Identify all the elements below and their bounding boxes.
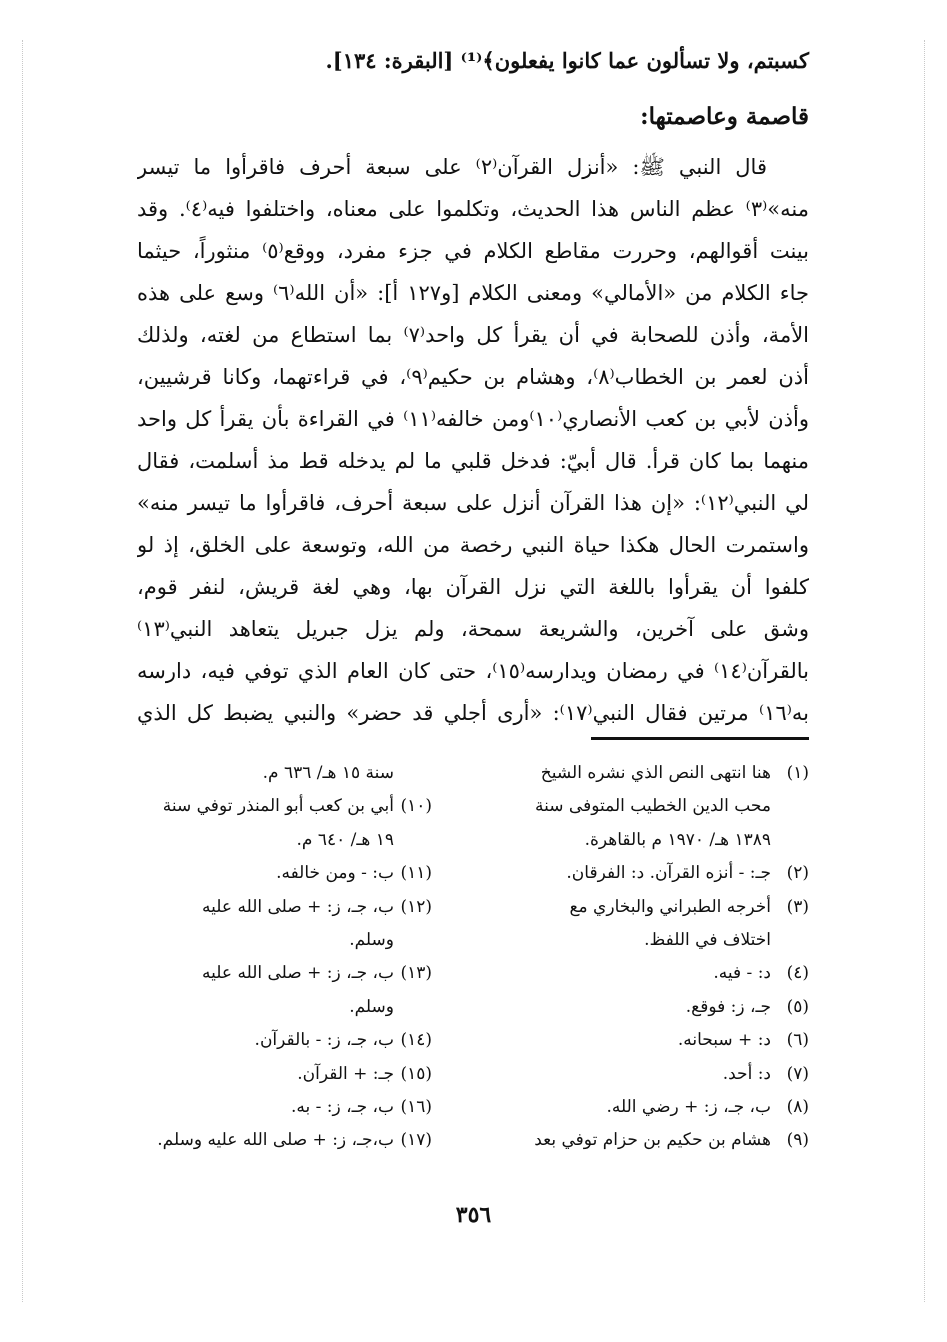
footnote-text: اختلاف في اللفظ.: [644, 930, 771, 951]
footnote-text: جـ: - أنزه القرآن. د: الفرقان.: [566, 863, 771, 884]
footnote-entry: [491, 991, 809, 1024]
footnote-number: (٦): [786, 1030, 809, 1051]
paragraph-line: منهما بما كان قرأ. قال أبيّ: فدخل قلبي ما لم يدخله قط مذ أسلمت، فقال: [137, 449, 809, 473]
footnote-separator-rule: [591, 737, 809, 740]
paragraph-line: الأمة، وأذن للصحابة في أن يقرأ كل واحد⁽٧⁾ بما استطاع من لغته، ولذلك: [137, 323, 809, 347]
paragraph-line: واستمرت الحال هكذا حياة النبي رخصة من الله، وتوسعة على الخلق، إذ لو: [137, 533, 809, 557]
footnote-text: محب الدين الخطيب المتوفى سنة: [535, 796, 771, 817]
footnote-number: (٢): [786, 863, 809, 884]
footnote-entry: [491, 857, 809, 890]
footnote-number: (١٦): [400, 1097, 432, 1118]
footnote-entry: [112, 957, 432, 990]
footnote-text: ب، جـ، ز: + صلى الله عليه: [202, 896, 394, 917]
left-margin-dotted-line: [22, 40, 23, 1302]
paragraph-line: بالقرآن⁽١٤⁾ في رمضان ويدارسه⁽١٥⁾، حتى كان العام الذي توفي فيه، دارسه: [137, 659, 809, 683]
footnote-entry-continuation: [112, 824, 432, 857]
footnote-text: ب: - ومن خالفه.: [276, 863, 394, 884]
footnote-number: (١٧): [400, 1130, 432, 1151]
footnote-text: أبي بن كعب أبو المنذر توفي سنة: [162, 796, 394, 817]
footnote-entry: [112, 891, 432, 924]
main-paragraph: [137, 146, 809, 734]
footnote-entry: [491, 757, 809, 790]
footnotes-right-column: [491, 757, 809, 1158]
footnote-number: (٣): [786, 896, 809, 917]
footnote-number: (١٤): [400, 1030, 432, 1051]
paragraph-line: به⁽١٦⁾ مرتين فقال النبي⁽١٧⁾: «أرى أجلي قد حضر» والنبي يضبط كل الذي: [137, 701, 809, 725]
footnote-entry: [491, 1024, 809, 1057]
paragraph-line: بينت أقوالهم، وحررت مقاطع الكلام في جزء مفرد، ووقع⁽٥⁾ منثوراً، حيثما: [137, 239, 809, 263]
footnote-text: أخرجه الطبراني والبخاري مع: [569, 896, 771, 917]
footnote-entry: [491, 891, 809, 924]
footnote-text: د: - فيه.: [713, 963, 771, 984]
footnote-text: وسلم.: [349, 930, 394, 951]
footnote-text: ب، جـ، ز: - بالقرآن.: [254, 1030, 394, 1051]
footnote-number: (١٣): [400, 963, 432, 984]
footnote-text: هشام بن حكيم بن حزام توفي بعد: [534, 1130, 771, 1151]
footnote-entry-continuation: [112, 924, 432, 957]
footnote-text: ب، جـ، ز: + صلى الله عليه: [202, 963, 394, 984]
footnote-entry: [112, 790, 432, 823]
paragraph-line: جاء الكلام من «الأمالي» ومعنى الكلام [و١٢٧ أ]: «أن الله⁽٦⁾ وسع على هذه: [137, 281, 809, 305]
footnote-number: (٩): [786, 1130, 809, 1151]
footnotes-left-column: [112, 757, 432, 1158]
footnote-text: جـ، ز: فوقع.: [685, 996, 771, 1017]
footnote-number: (١): [786, 763, 809, 783]
footnote-entry-continuation: [112, 757, 432, 790]
paragraph-line: وأذن لأبي بن كعب الأنصاري⁽١٠⁾ومن خالفه⁽١١⁾ في القراءة بأن يقرأ كل واحد: [137, 407, 809, 431]
footnote-entry: [112, 1124, 432, 1157]
footnote-text: ١٣٨٩ هـ/ ١٩٧٠ م بالقاهرة.: [584, 829, 771, 850]
footnote-entry: [112, 1058, 432, 1091]
footnote-text: سنة ١٥ هـ/ ٦٣٦ م.: [262, 763, 394, 783]
footnote-text: ب، جـ، ز: + رضي الله.: [606, 1097, 771, 1118]
footnote-entry-continuation: [491, 824, 809, 857]
footnote-number: (٥): [786, 996, 809, 1017]
footnote-entry-continuation: [491, 790, 809, 823]
paragraph-line: أذن لعمر بن الخطاب⁽٨⁾، وهشام بن حكيم⁽٩⁾، في قراءتهما، وكانا قرشيين،: [137, 365, 809, 389]
footnote-number: (٧): [786, 1063, 809, 1084]
footnote-text: د: + سبحانه.: [677, 1030, 771, 1051]
footnote-entry: [112, 1024, 432, 1057]
footnote-number: (١٠): [400, 796, 432, 817]
page-number: ٣٥٦: [455, 1202, 492, 1228]
footnote-entry: [491, 1058, 809, 1091]
footnote-text: جـ: + القرآن.: [297, 1063, 394, 1084]
footnote-entry: [491, 1124, 809, 1157]
footnote-text: د: أحد.: [722, 1063, 771, 1084]
paragraph-line: منه»⁽٣⁾ عظم الناس هذا الحديث، وتكلموا على معناه، واختلفوا فيه⁽٤⁾. وقد: [137, 197, 809, 221]
footnote-text: هنا انتهى النص الذي نشره الشيخ: [540, 763, 771, 783]
footnote-entry-continuation: [112, 991, 432, 1024]
section-heading: قاصمة وعاصمتها:: [640, 103, 809, 130]
footnote-number: (١٥): [400, 1063, 432, 1084]
paragraph-line: وشق على آخرين، والشريعة سمحة، ولم يزل جبريل يتعاهد النبي⁽١٣⁾: [137, 617, 809, 641]
footnote-entry-continuation: [491, 924, 809, 957]
footnote-entry: [491, 957, 809, 990]
footnote-entry: [112, 1091, 432, 1124]
footnote-text: ب، جـ، ز: - به.: [290, 1097, 394, 1118]
footnote-number: (١١): [400, 863, 432, 884]
paragraph-line: كلفوا أن يقرأوا باللغة التي نزل القرآن بها، وهي لغة قريش، لنفر قوم،: [137, 575, 809, 599]
footnote-text: ١٩ هـ/ ٦٤٠ م.: [296, 829, 394, 850]
paragraph-line: لي النبي⁽١٢⁾: «إن هذا القرآن أنزل على سبعة أحرف، فاقرأوا ما تيسر منه»: [137, 491, 809, 515]
paragraph-line: قال النبي ﷺ: «أنزل القرآن⁽٢⁾ على سبعة أحرف فاقرأوا ما تيسر: [137, 155, 767, 179]
quran-continuation-line: كسبتم، ولا تسألون عما كانوا يفعلون﴾⁽¹⁾ [البقرة: ١٣٤].: [325, 48, 809, 73]
footnote-number: (٤): [786, 963, 809, 984]
footnote-text: وسلم.: [349, 996, 394, 1017]
footnote-number: (٨): [786, 1097, 809, 1118]
footnote-entry: [491, 1091, 809, 1124]
footnote-text: ب،جـ، ز: + صلى الله عليه وسلم.: [157, 1130, 394, 1151]
footnote-entry: [112, 857, 432, 890]
footnote-number: (١٢): [400, 896, 432, 917]
right-margin-dotted-line: [924, 40, 925, 1302]
